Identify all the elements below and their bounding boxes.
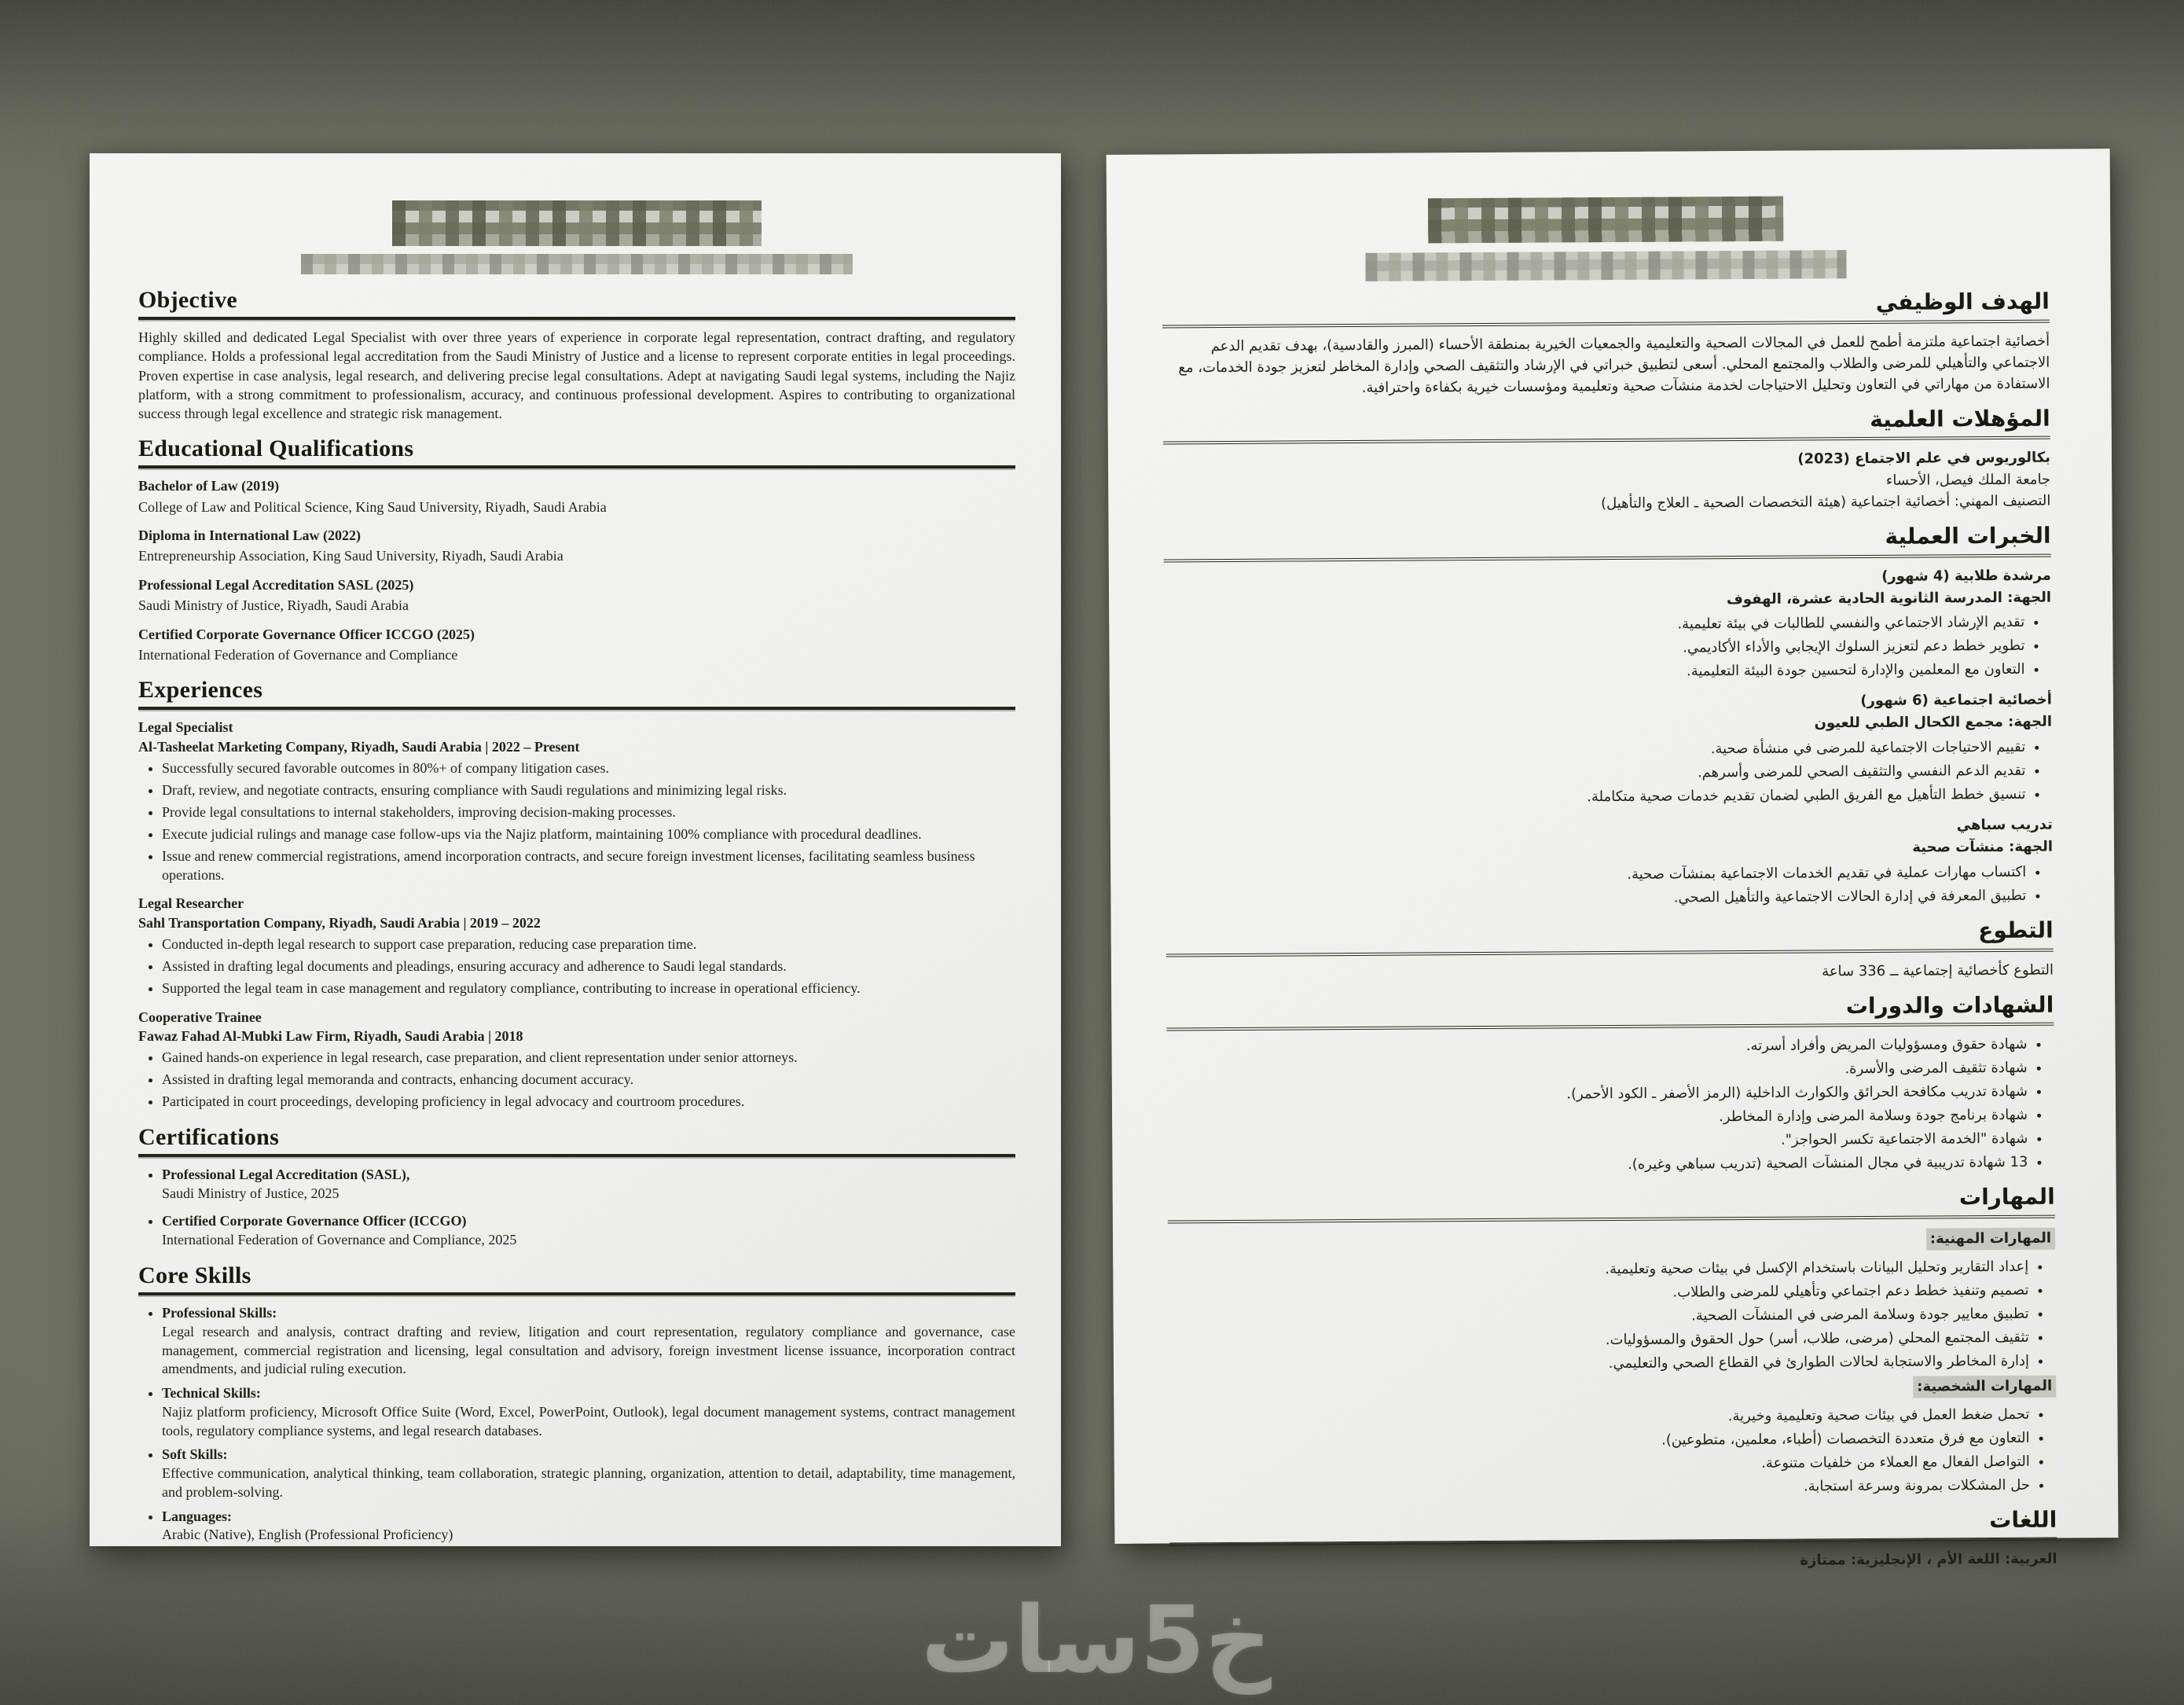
skill-group xyxy=(162,1303,1015,1379)
personal-skills-list xyxy=(1169,1403,2057,1501)
degree-institution: International Federation of Governance and Compliance xyxy=(138,646,458,663)
job-role: Legal Specialist xyxy=(138,719,233,736)
bullet-item: • Supported the legal team in case management and regulatory compliance, contributing to increase in operational efficiency. xyxy=(162,979,1015,998)
bullet-item: • شهادة برنامج جودة وسلامة المرضى وإدارة المخاطر. xyxy=(1167,1104,2028,1131)
bullet-item: • Participated in court proceedings, developing proficiency in legal advocacy and courtroom procedures. xyxy=(162,1093,1015,1112)
skill-group-label: Technical Skills: xyxy=(162,1385,261,1402)
section-heading-core-skills: Core Skills xyxy=(138,1262,1015,1295)
degree-title: Bachelor of Law (2019) xyxy=(138,478,280,494)
skill-group-text: Effective communication, analytical thinking, team collaboration, strategic planning, organization, attention to detail, adaptability, time management, and problem-solving. xyxy=(162,1465,1015,1500)
bullet-item: • اكتساب مهارات عملية في تقديم الخدمات الاجتماعية بمنشآت صحية. xyxy=(1165,862,2026,888)
skills-personal-label: المهارات الشخصية: xyxy=(1913,1375,2056,1398)
bullet-item: • Assisted in drafting legal documents and pleadings, ensuring accuracy and adherence to Saudi legal standards. xyxy=(162,957,1015,976)
resume-header-ar xyxy=(1162,195,2050,283)
section-heading-experiences: Experiences xyxy=(138,677,1015,710)
section-heading-skills-ar: المهارات xyxy=(1168,1184,2055,1223)
job-bullets xyxy=(1165,737,2053,810)
bullet-item: • Provide legal consultations to internal stakeholders, improving decision-making processes. xyxy=(162,803,1015,822)
education-item xyxy=(138,575,1015,615)
bullet-item: • Conducted in-depth legal research to support case preparation, reducing case preparation time. xyxy=(162,935,1015,954)
bullet-item: • إعداد التقارير وتحليل البيانات باستخدام الإكسل في بيئات صحية وتعليمية. xyxy=(1168,1255,2028,1282)
bullet-item: • تطبيق المعرفة في إدارة الحالات الاجتماعية والتأهيل الصحي. xyxy=(1165,885,2026,912)
bullet-item: • تحمل ضغط العمل في بيئات صحية وتعليمية وخيرية. xyxy=(1169,1403,2029,1430)
certifications-list xyxy=(138,1165,1015,1250)
degree-title: Professional Legal Accreditation SASL (2025) xyxy=(138,576,414,593)
job-company: Al-Tasheelat Marketing Company, Riyadh, Saudi Arabia | 2022 – Present xyxy=(138,738,580,755)
job-entry xyxy=(1164,564,2052,685)
redacted-name-block xyxy=(1427,197,1782,244)
skill-group-text: Najiz platform proficiency, Microsoft Office Suite (Word, Excel, PowerPoint, Outlook), legal document management systems, contract management tools, regulatory compliance systems, and legal research databases. xyxy=(162,1403,1015,1439)
bullet-item: • التواصل الفعال مع العملاء من خلفيات متنوعة. xyxy=(1169,1450,2030,1477)
education-item xyxy=(138,625,1015,665)
education-item xyxy=(138,526,1015,566)
resume-header-en xyxy=(138,200,1015,274)
professional-skills-list xyxy=(1168,1255,2056,1376)
skill-group xyxy=(162,1445,1015,1501)
job-role: Cooperative Trainee xyxy=(138,1009,262,1025)
core-skills-list xyxy=(138,1303,1015,1545)
languages-text: العربية: اللغة الأم ، الإنجليزية: ممتازة xyxy=(1800,1550,2057,1569)
bullet-item: • تنسيق خطط التأهيل مع الفريق الطبي لضمان تقديم خدمات صحية متكاملة. xyxy=(1165,784,2026,810)
section-heading-certifications: Certifications xyxy=(138,1124,1015,1157)
bullet-item: • Gained hands-on experience in legal research, case preparation, and client representation under senior attorneys. xyxy=(162,1049,1015,1067)
degree-institution: Saudi Ministry of Justice, Riyadh, Saudi Arabia xyxy=(138,597,409,614)
objective-text-ar: أخصائية اجتماعية ملتزمة أطمح للعمل في المجالات الصحية والتعليمية والجمعيات الخيرية بمنطقة الأحساء (المبرز والقادسية)، بهدف تقديم الدعم الاجتماعي والتأهيلي للمرضى والطلاب والمجتمع المحلي. أسعى لتطبيق خبراتي في الإرشاد والتثقيف الصحي وإدارة المخاطر لتعزيز جودة الخدمات، مع الاستفادة من مهاراتي في التعاون وتحليل الاحتياجات لخدمة منشآت صحية وتعليمية ومؤسسات خيرية بكفاءة واحترافية. xyxy=(1178,333,2050,396)
job-bullets xyxy=(1164,612,2052,685)
bullet-item: • Execute judicial rulings and manage case follow-ups via the Najiz platform, maintaining 100% compliance with procedural deadlines. xyxy=(162,825,1015,844)
qualification-line: التصنيف المهني: أخصائية اجتماعية (هيئة التخصصات الصحية ـ العلاج والتأهيل) xyxy=(1600,492,2051,513)
degree-institution: Entrepreneurship Association, King Saud University, Riyadh, Saudi Arabia xyxy=(138,548,563,564)
job-role: مرشدة طلابية (4 شهور) xyxy=(1881,567,2051,585)
bullet-item: • حل المشكلات بمرونة وسرعة استجابة. xyxy=(1169,1474,2030,1501)
job-role: تدريب سباهي xyxy=(1956,816,2053,834)
section-heading-qualifications-ar: المؤهلات العلمية xyxy=(1163,405,2050,444)
bullet-item: • تصميم وتنفيذ خطط دعم اجتماعي وتأهيلي للمرضى والطلاب. xyxy=(1168,1279,2028,1306)
certification-issuer: International Federation of Governance and Compliance, 2025 xyxy=(162,1232,517,1248)
bullet-item: • شهادة حقوق ومسؤوليات المريض وأفراد أسرته. xyxy=(1166,1034,2027,1060)
bullet-item: • تطوير خطط دعم لتعزيز السلوك الإيجابي والأداء الأكاديمي. xyxy=(1164,635,2024,662)
bullet-item: • التعاون مع فرق متعددة التخصصات (أطباء، معلمين، متطوعين). xyxy=(1169,1427,2030,1453)
bullet-item: • 13 شهادة تدريبية في مجال المنشآت الصحية (تدريب سباهي وغيره). xyxy=(1167,1152,2028,1178)
skill-group-label: Professional Skills: xyxy=(162,1305,277,1321)
section-heading-objective: Objective xyxy=(138,287,1015,320)
education-item xyxy=(138,476,1015,516)
bullet-item: • Successfully secured favorable outcomes in 80%+ of company litigation cases. xyxy=(162,759,1015,778)
arabic-resume-page xyxy=(1107,149,2119,1569)
bullet-item: • شهادة "الخدمة الاجتماعية تكسر الحواجز". xyxy=(1167,1128,2028,1155)
bullet-item: • تقديم الإرشاد الاجتماعي والنفسي للطالبات في بيئة تعليمية. xyxy=(1164,612,2024,638)
degree-title: Diploma in International Law (2022) xyxy=(138,527,362,544)
bullet-item: • شهادة تثقيف المرضى والأسرة. xyxy=(1167,1057,2028,1084)
job-bullets xyxy=(138,1049,1015,1112)
redacted-contact-block xyxy=(1365,250,1846,281)
certificates-list xyxy=(1166,1034,2054,1178)
english-resume-page xyxy=(90,153,1061,1546)
certification-item xyxy=(162,1211,1015,1250)
khamsat-watermark: خ5سات xyxy=(920,1586,1272,1694)
bullet-item: • إدارة المخاطر والاستجابة لحالات الطوارئ في القطاع الصحي والتعليمي. xyxy=(1169,1350,2029,1376)
section-heading-certificates-ar: الشهادات والدورات xyxy=(1166,991,2054,1031)
certification-name: Certified Corporate Governance Officer (ICCGO) xyxy=(162,1213,467,1229)
job-entry xyxy=(1165,814,2054,912)
section-heading-experience-ar: الخبرات العملية xyxy=(1164,523,2051,562)
objective-text: Highly skilled and dedicated Legal Specialist with over three years of experience in corporate legal representation, contract drafting, and regulatory compliance. Holds a professional legal accreditation from the Saudi Ministry of Justice and a license to represent corporate entities in legal proceedings. Proven expertise in case analysis, legal research, and delivering precise legal consultations. Adept at navigating Saudi legal systems, including the Najiz platform, with a strong commitment to professionalism, accuracy, and continuous professional development. Aspires to contributing to organizational success through legal excellence and strategic risk management. xyxy=(138,329,1015,422)
bullet-item: • شهادة تدريب مكافحة الحرائق والكوارث الداخلية (الرمز الأصفر ـ الكود الأحمر). xyxy=(1167,1081,2028,1108)
job-bullets xyxy=(138,935,1015,998)
skill-group-text: Legal research and analysis, contract drafting and review, litigation and court representation, regulatory compliance and governance, case management, commercial registration and licensing, legal consultation and advisory, foreign investment license issuance, incorporation contract amendments, and judicial ruling execution. xyxy=(162,1323,1015,1377)
skill-group xyxy=(162,1383,1015,1440)
redacted-contact-block xyxy=(301,254,853,274)
job-company: Fawaz Fahad Al-Mubki Law Firm, Riyadh, Saudi Arabia | 2018 xyxy=(138,1028,523,1045)
job-organization: الجهة: مجمع الكحال الطبي للعيون xyxy=(1814,713,2053,732)
skill-group-label: Soft Skills: xyxy=(162,1446,228,1463)
certification-name: Professional Legal Accreditation (SASL), xyxy=(162,1167,410,1183)
bullet-item: • Draft, review, and negotiate contracts, ensuring compliance with Saudi regulations and minimizing legal risks. xyxy=(162,781,1015,800)
degree-institution: College of Law and Political Science, King Saud University, Riyadh, Saudi Arabia xyxy=(138,498,607,515)
bullet-item: • Issue and renew commercial registrations, amend incorporation contracts, and secure foreign investment licenses, facilitating seamless business operations. xyxy=(162,847,1015,885)
bullet-item: • Assisted in drafting legal memoranda and contracts, enhancing document accuracy. xyxy=(162,1071,1015,1090)
job-bullets xyxy=(1165,862,2053,912)
job-role: Legal Researcher xyxy=(138,895,244,912)
skill-group-label: Languages: xyxy=(162,1508,233,1524)
skill-group-text: Arabic (Native), English (Professional Proficiency) xyxy=(162,1527,453,1543)
bullet-item: • تقديم الدعم النفسي والتثقيف الصحي للمرضى وأسرهم. xyxy=(1165,760,2025,787)
section-heading-volunteering-ar: التطوع xyxy=(1166,917,2054,957)
degree-title: Certified Corporate Governance Officer ICCGO (2025) xyxy=(138,626,475,642)
job-bullets xyxy=(138,759,1015,885)
job-entry xyxy=(138,1008,1015,1112)
bullet-item: • التعاون مع المعلمين والإدارة لتحسين جودة البيئة التعليمية. xyxy=(1165,659,2025,685)
section-heading-education: Educational Qualifications xyxy=(138,435,1015,469)
qualification-line: جامعة الملك فيصل، الأحساء xyxy=(1885,471,2051,489)
bullet-item: • تثقيف المجتمع المحلي (مرضى، طلاب، أسر) حول الحقوق والمسؤوليات. xyxy=(1169,1326,2029,1353)
skill-group xyxy=(162,1507,1015,1545)
certification-issuer: Saudi Ministry of Justice, 2025 xyxy=(162,1185,340,1202)
job-role: أخصائية اجتماعية (6 شهور) xyxy=(1860,692,2052,710)
skills-professional-label: المهارات المهنية: xyxy=(1926,1227,2055,1250)
qualification-line: بكالوريوس في علم الاجتماع (2023) xyxy=(1797,449,2051,468)
bullet-item: • تقييم الاحتياجات الاجتماعية للمرضى في منشأة صحية. xyxy=(1165,737,2025,763)
job-organization: الجهة: منشآت صحية xyxy=(1912,838,2054,856)
job-entry xyxy=(1165,689,2053,810)
redacted-name-block xyxy=(392,200,762,246)
job-entry xyxy=(138,718,1015,884)
job-company: Sahl Transportation Company, Riyadh, Saudi Arabia | 2019 – 2022 xyxy=(138,914,541,931)
section-heading-languages-ar: اللغات xyxy=(1169,1506,2057,1545)
certification-item xyxy=(162,1165,1015,1203)
job-entry xyxy=(138,894,1015,998)
job-organization: الجهة: المدرسة الثانوية الحادية عشرة، الهفوف xyxy=(1726,589,2052,608)
bullet-item: • تطبيق معايير جودة وسلامة المرضى في المنشآت الصحية. xyxy=(1169,1303,2029,1329)
section-heading-objective-ar: الهدف الوظيفي xyxy=(1162,288,2050,328)
volunteering-text: التطوع كأخصائية إجتماعية ــ 336 ساعة xyxy=(1822,961,2054,979)
